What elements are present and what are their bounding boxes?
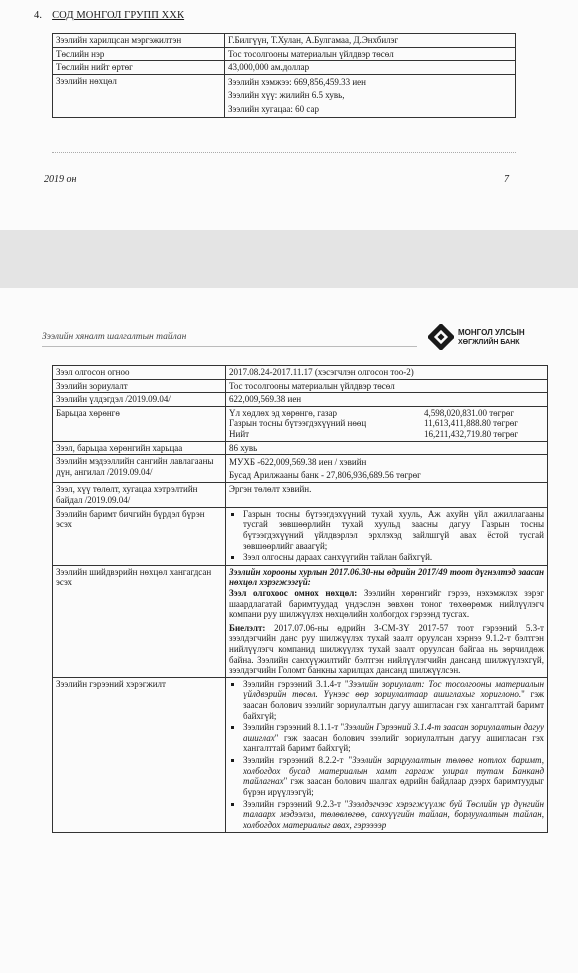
section-heading bbox=[34, 10, 184, 21]
documents-list bbox=[229, 509, 544, 563]
list-item: ▪ Зээлийн гэрээний 8.2.2-т "Зээлийн зарцуулалтын төлөөг нотлох баримт, холбогдох бусад материалын хамт гаргаж улирал тутам Банканд тайлагнах" гэж заасан болович шалгах өдрийн байдлаар дээрх баримтуудыг бүрэн ирүүлээгүй; bbox=[243, 755, 544, 797]
row-label: Зээл олгосон огноо bbox=[53, 366, 226, 380]
precondition-text: Зээлийн хөрөнгийг гэрээ, нэхэмжлэх зэрэг шаардлагатай баримтуудад үндэслэн зөвхөн тоног төхөөрөмж нийлүүлэгч компани руу шилжүүлэх нөхцөлийн холбогдох гэрээнд тусгах. bbox=[229, 587, 544, 620]
page-number: 7 bbox=[504, 174, 509, 185]
table-row bbox=[53, 455, 548, 483]
precondition-paragraph bbox=[229, 588, 544, 620]
collateral-name: Газрын тосны бүтээгдэхүүний нөөц bbox=[229, 418, 367, 429]
table-row bbox=[53, 47, 516, 61]
logo-line-2: ХӨГЖЛИЙН БАНК bbox=[458, 339, 520, 346]
row-label: Зээлийн зориулалт bbox=[53, 379, 226, 393]
table-row bbox=[53, 565, 548, 677]
collateral-name: Үл хөдлөх эд хөрөнгө, газар bbox=[229, 407, 338, 418]
collateral-value: 16,211,432,719.80 төгрөг bbox=[424, 429, 519, 440]
table-row bbox=[53, 441, 548, 455]
row-label: Зээлийн шийдвэрийн нөхцөл хангагдсан эсэх bbox=[53, 565, 226, 677]
row-value: 43,000,000 ам.доллар bbox=[225, 61, 516, 75]
section-number: 4. bbox=[34, 10, 43, 21]
header-divider bbox=[42, 346, 417, 347]
collateral-value: 11,613,411,888.80 төгрөг bbox=[424, 418, 518, 429]
row-value: Г.Билгүүн, Т.Хулан, А.Булгамаа, Д.Энхбилэг bbox=[225, 34, 516, 48]
table-row bbox=[53, 61, 516, 75]
row-value: Эргэн төлөлт хэвийн. bbox=[226, 483, 548, 507]
precondition-label: Зээл олгохоос омнох нөхцөл: bbox=[229, 587, 358, 598]
row-label: Зээлийн харилцсан мэргэжилтэн bbox=[53, 34, 225, 48]
row-label: Зээл, хүү төлөлт, хугацаа хэтрэлтийн байдал /2019.09.04/ bbox=[53, 483, 226, 507]
collateral-value: 4,598,020,831.00 төгрөг bbox=[424, 407, 515, 418]
contract-items-list bbox=[229, 679, 544, 831]
table-row bbox=[53, 507, 548, 565]
report-page-7 bbox=[0, 0, 578, 230]
row-value: 86 хувь bbox=[226, 441, 548, 455]
row-label: Барьцаа хөрөнгө bbox=[53, 406, 226, 441]
bank-emblem-icon bbox=[428, 324, 454, 350]
list-item: ▪ Зээлийн гэрээний 9.2.3-т "Зээлдэгчээс хэрэгжүүлж буй Төслийн үр дүнгийн талаарх мэдээлэл, төлөвлөгөө, санхүүгийн тайлан, борлуулалтын тайлан, холбогдох материалыг авах, гэрээээр bbox=[243, 799, 544, 831]
report-header-title: Зээлийн хяналт шалгалтын тайлан bbox=[42, 332, 187, 342]
collateral-name: Нийт bbox=[229, 429, 250, 440]
footer-year: 2019 он bbox=[44, 174, 77, 185]
credit-info-cell bbox=[226, 455, 548, 483]
row-value: 622,009,569.38 иен bbox=[226, 393, 548, 407]
table-row bbox=[53, 379, 548, 393]
credit-info-mdb: МУХБ -622,009,569.38 иен / хэвийн bbox=[229, 457, 367, 468]
documents-cell bbox=[226, 507, 548, 565]
project-info-table bbox=[52, 33, 516, 118]
credit-info-other: Бусад Арилжааны банк - 27,806,936,689.56 төгрөг bbox=[229, 469, 421, 480]
collateral-cell bbox=[226, 406, 548, 441]
row-value: 2017.08.24-2017.11.17 (хэсэгчлэн олгосон тоо-2) bbox=[226, 366, 548, 380]
list-item: ▪ Зээлийн гэрээний 3.1.4-т "Зээлийн зориулалт: Тос тосолгооны материалын үйлдвэрийн төсөл. Үүнээс өөр зориулалтаар ашиглахыг хориглоно." гэж заасан болович зээлийг зориулалтын дагуу ашигласан гэх хангалттай баримт байхгүй; bbox=[243, 679, 544, 721]
decision-conditions-cell bbox=[226, 565, 548, 677]
loan-review-table bbox=[52, 365, 548, 833]
table-row bbox=[53, 406, 548, 441]
logo-line-1: МОНГОЛ УЛСЫН bbox=[458, 328, 525, 337]
fulfillment-paragraph bbox=[229, 623, 544, 676]
table-row bbox=[53, 34, 516, 48]
row-value: Тос тосолгооны материалын үйлдвэр төсөл bbox=[226, 379, 548, 393]
row-label: Зээлийн гэрээний хэрэгжилт bbox=[53, 677, 226, 833]
row-label: Төслийн нийт өртөг bbox=[53, 61, 225, 75]
loan-rate: Зээлийн хүү: жилийн 6.5 хувь, bbox=[228, 90, 345, 101]
row-label: Зээлийн үлдэгдэл /2019.09.04/ bbox=[53, 393, 226, 407]
committee-heading: Зээлийн хорооны хурлын 2017.06.30-ны өдрийн 2017/49 тоот дүгнэлтэд заасан нөхцөл хэрэгжээгүй: bbox=[229, 566, 544, 588]
loan-amount: Зээлийн хэмжээ: 669,856,459.33 иен bbox=[228, 76, 366, 87]
fulfillment-text: 2017.07.06-ны өдрийн З-СМ-ЗҮ 2017-57 тоот гэрээний 5.3-т зээлдэгчийн данс руу шилжүүлэх тухай заалт оруулсан хэрнээ 9.1.2-т бэлтгэн нийлүүлэгч компанид шилжүүлэх тухай заалт оруулсан байгаа нь зөрчилдөж байна. Зээлийн санхүүжилтийг бэлтгэн нийлүүлэгчийн дансанд шилжүүлэхгүй, зээлдэгчийн Голомт банкны харилцах дансанд шилжүүлсэн. bbox=[229, 622, 544, 676]
contract-implementation-cell bbox=[226, 677, 548, 833]
row-label: Зээлийн нөхцөл bbox=[53, 74, 225, 118]
table-row bbox=[53, 677, 548, 833]
fulfillment-label: Биелэлт: bbox=[229, 622, 266, 633]
collateral-item bbox=[229, 418, 544, 429]
row-value: Тос тосолгооны материалын үйлдвэр төсөл bbox=[225, 47, 516, 61]
table-row bbox=[53, 483, 548, 507]
row-label: Зээлийн мэдээллийн сангийн лавлагааны дүн, ангилал /2019.09.04/ bbox=[53, 455, 226, 483]
page-gap bbox=[0, 230, 578, 288]
table-row bbox=[53, 74, 516, 118]
table-row bbox=[53, 366, 548, 380]
row-label: Төслийн нэр bbox=[53, 47, 225, 61]
loan-term: Зээлийн хугацаа: 60 сар bbox=[228, 103, 320, 114]
loan-terms-cell bbox=[225, 74, 516, 118]
list-item: ▪ Зээлийн гэрээний 8.1.1-т "Зээлийн Гэрээний 3.1.4-т заасан зориулалтын дагуу ашиглах" гэж заасан болович зээлийг зориулалтын дагуу ашигласан гэх хангалттай баримт байхгүй; bbox=[243, 722, 544, 754]
row-label: Зээл, барьцаа хөрөнгийн харьцаа bbox=[53, 441, 226, 455]
row-label: Зээлийн баримт бичгийн бүрдэл бүрэн эсэх bbox=[53, 507, 226, 565]
list-item: ▪ Зээл олгосны дараах санхүүгийн тайлан байхгүй. bbox=[243, 552, 544, 563]
list-item: ▪ Газрын тосны бүтээгдэхүүний тухай хууль, Аж ахуйн үйл ажиллагааны тусгай зөвшөөрлийн тухай хуульд заасны дагуу Газрын тосны бүтээгдэхүүний үйлдвэрлэл эрхлэхэд зайлшгүй авах ёстой тусгай зөвшөөрлийг аваагүй; bbox=[243, 509, 544, 551]
bank-logo bbox=[428, 324, 558, 358]
footer-divider bbox=[52, 152, 516, 153]
table-row bbox=[53, 393, 548, 407]
collateral-total bbox=[229, 429, 544, 440]
section-title: СОД МОНГОЛ ГРУПП ХХК bbox=[52, 10, 185, 21]
collateral-item bbox=[229, 408, 544, 419]
